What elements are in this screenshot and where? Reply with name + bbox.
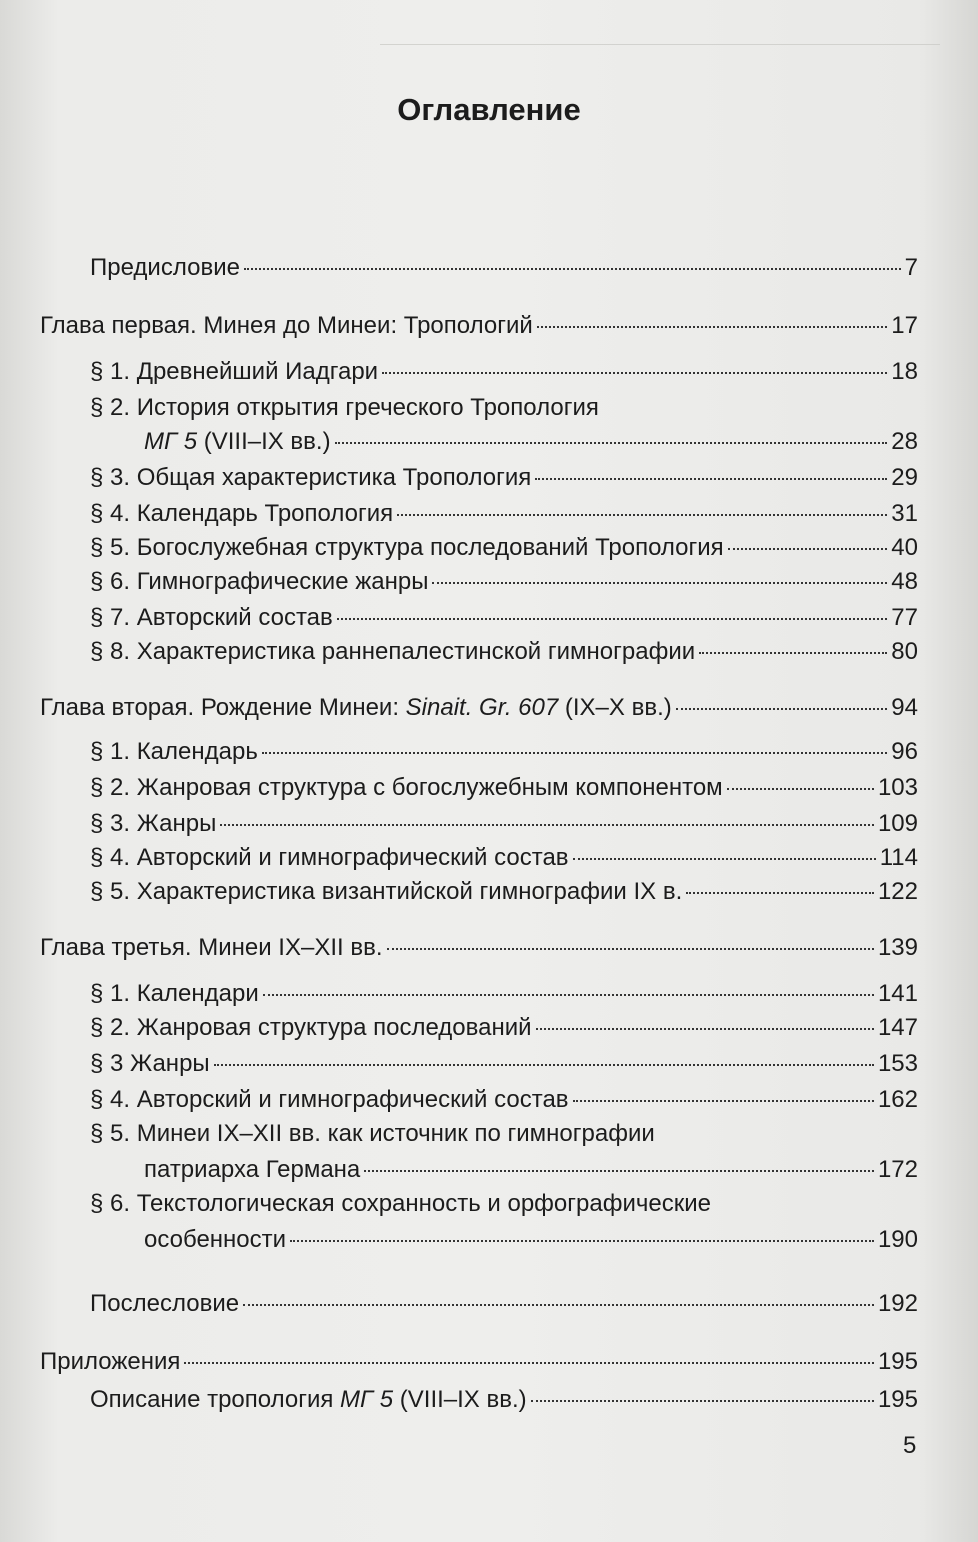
toc-entry-2-1[interactable]: § 1. Календарь 96 (90, 738, 918, 765)
toc-entry-2-3[interactable]: § 3. Жанры 109 (90, 810, 918, 837)
toc-page-number: 18 (891, 358, 918, 385)
toc-entry-1-8[interactable]: § 8. Характеристика раннепалестинской гимнографии 80 (90, 638, 918, 665)
toc-entry-1-3[interactable]: § 3. Общая характеристика Тропология 29 (90, 464, 918, 491)
toc-entry-3-5-line1: § 5. Минеи IX–XII вв. как источник по гимнографии (90, 1120, 655, 1147)
page-number: 5 (903, 1432, 917, 1459)
toc-entry-2-5[interactable]: § 5. Характеристика византийской гимнографии IX в. 122 (90, 878, 918, 905)
bleed-through-header (380, 44, 940, 51)
toc-page-number: 109 (877, 810, 918, 837)
toc-entry-1-6[interactable]: § 6. Гимнографические жанры 48 (90, 568, 918, 595)
toc-page-number: 94 (891, 694, 918, 721)
toc-entry-afterword[interactable]: Послесловие 192 (90, 1290, 918, 1317)
toc-page-number: 139 (877, 934, 918, 961)
toc-page-number: 48 (891, 568, 918, 595)
toc-entry-3-3[interactable]: § 3 Жанры 153 (90, 1050, 918, 1077)
toc-page-number: 31 (891, 500, 918, 527)
toc-page-number: 153 (877, 1050, 918, 1077)
toc-entry-appendix-1[interactable]: Описание тропология МГ 5 (VIII–IX вв.) 195 (90, 1386, 918, 1413)
toc-page-number: 17 (891, 312, 918, 339)
toc-page-number: 40 (891, 534, 918, 561)
toc-entry-chapter-1[interactable]: Глава первая. Минея до Минеи: Тропологий 17 (40, 312, 918, 339)
toc-entry-3-5[interactable]: патриарха Германа 172 (144, 1156, 918, 1183)
toc-page-number: 195 (877, 1386, 918, 1413)
toc-page-number: 147 (877, 1014, 918, 1041)
toc-entry-chapter-3[interactable]: Глава третья. Минеи IX–XII вв. 139 (40, 934, 918, 961)
toc-entry-3-6-line1: § 6. Текстологическая сохранность и орфографические (90, 1190, 711, 1217)
toc-entry-1-1[interactable]: § 1. Древнейший Иадгари 18 (90, 358, 918, 385)
toc-entry-2-2[interactable]: § 2. Жанровая структура с богослужебным компонентом 103 (90, 774, 918, 801)
toc-page-number: 77 (891, 604, 918, 631)
toc-page-number: 122 (877, 878, 918, 905)
toc-entry-1-7[interactable]: § 7. Авторский состав 77 (90, 604, 918, 631)
toc-page-number: 190 (877, 1226, 918, 1253)
toc-page-number: 162 (877, 1086, 918, 1113)
toc-entry-chapter-2[interactable]: Глава вторая. Рождение Минеи: Sinait. Gr. 607 (IX–X вв.) 94 (40, 694, 918, 721)
toc-page-number: 96 (891, 738, 918, 765)
toc-entry-3-1[interactable]: § 1. Календари 141 (90, 980, 918, 1007)
toc-page-number: 192 (877, 1290, 918, 1317)
toc-entry-1-2[interactable]: МГ 5 (VIII–IX вв.) 28 (144, 428, 918, 455)
toc-entry-preface[interactable]: Предисловие 7 (90, 254, 918, 281)
toc-page-number: 141 (877, 980, 918, 1007)
toc-page-number: 29 (891, 464, 918, 491)
toc-page-number: 103 (877, 774, 918, 801)
toc-entry-2-4[interactable]: § 4. Авторский и гимнографический состав 114 (90, 844, 918, 871)
toc-page-number: 195 (877, 1348, 918, 1375)
toc-entry-1-5[interactable]: § 5. Богослужебная структура последований Тропология 40 (90, 534, 918, 561)
toc-page-number: 114 (879, 844, 918, 871)
toc-page-number: 172 (877, 1156, 918, 1183)
toc-entry-1-4[interactable]: § 4. Календарь Тропология 31 (90, 500, 918, 527)
toc-entry-1-2-line1: § 2. История открытия греческого Тропология (90, 394, 599, 421)
toc-entry-3-4[interactable]: § 4. Авторский и гимнографический состав 162 (90, 1086, 918, 1113)
toc-page-number: 28 (891, 428, 918, 455)
toc-entry-appendices[interactable]: Приложения 195 (40, 1348, 918, 1375)
toc-title: Оглавление (397, 92, 581, 127)
toc-page-number: 80 (891, 638, 918, 665)
toc-page-number: 7 (904, 254, 918, 281)
toc-entry-3-6[interactable]: особенности 190 (144, 1226, 918, 1253)
toc-entry-3-2[interactable]: § 2. Жанровая структура последований 147 (90, 1014, 918, 1041)
